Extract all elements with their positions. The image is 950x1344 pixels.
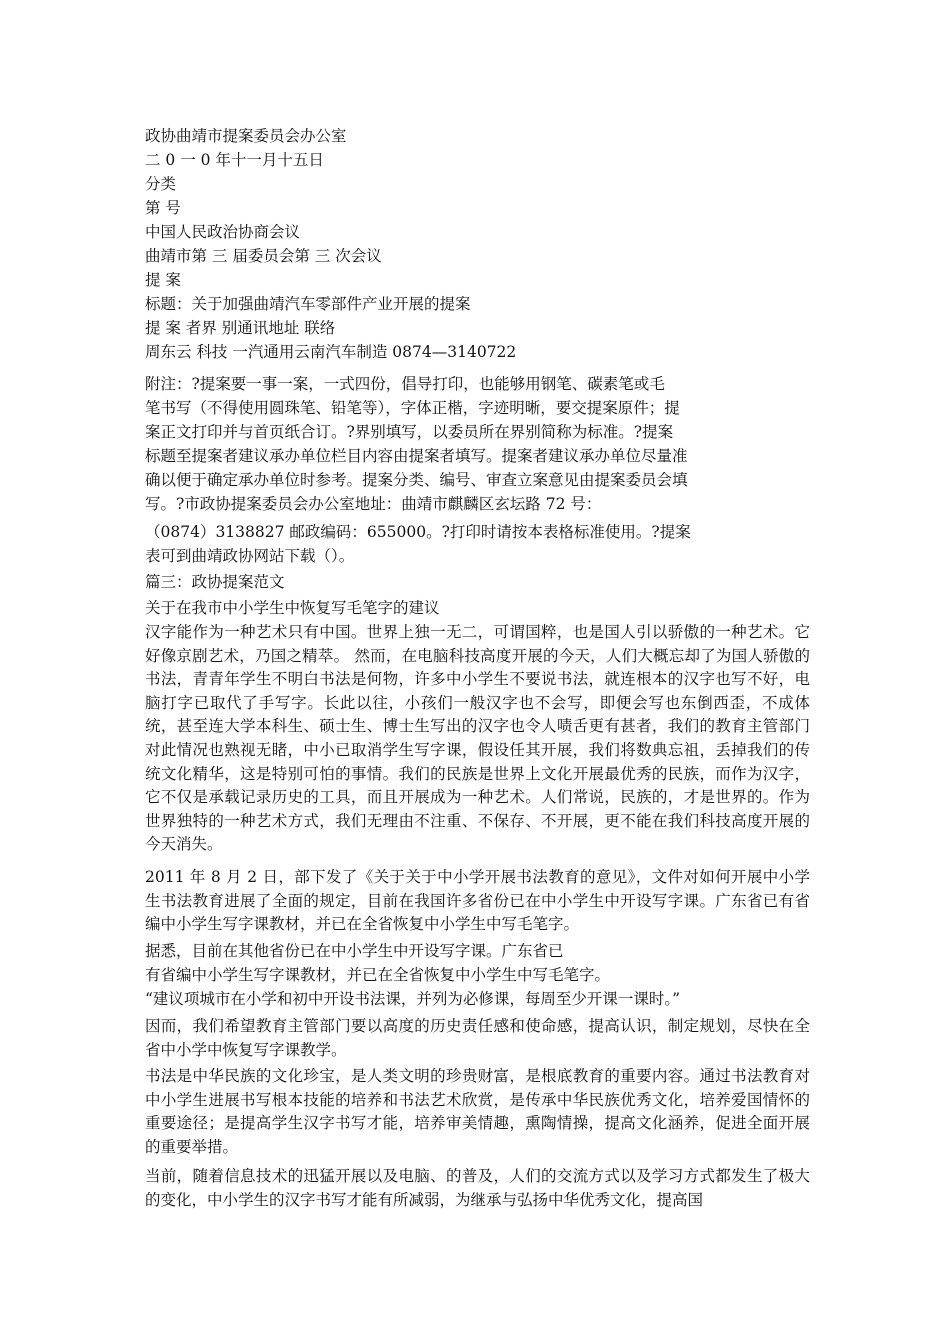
- proposer-columns-header: 提 案 者界 别通讯地址 联络: [145, 319, 336, 337]
- proposal-title-line: 标题：关于加强曲靖汽车零部件产业开展的提案: [145, 295, 471, 313]
- body-paragraph: 因而，我们希望教育主管部门要以高度的历史责任感和使命感，提高认识，制定规划，尽快在全省中小学中恢复写字课教学。: [145, 1017, 810, 1059]
- note-line-5: 确以便于确定承办单位时参考。提案分类、编号、审查立案意见由提案委员会填: [145, 471, 688, 489]
- section-heading: 篇三：政协提案范文: [145, 573, 285, 591]
- conference-name-line: 中国人民政治协商会议: [145, 223, 301, 241]
- date-line: 二 0 一 0 年十一月十五日: [145, 151, 324, 169]
- office-name-line: 政协曲靖市提案委员会办公室: [145, 127, 347, 145]
- note-line-7: （0874）3138827 邮政编码：655000。?打印时请按本表格标准使用。?提案: [145, 523, 691, 541]
- category-label: 分类: [145, 175, 177, 193]
- proposal-heading: 提 案: [145, 271, 181, 289]
- note-line-4: 标题至提案者建议承办单位栏目内容由提案者填写。提案者建议承办单位尽量准: [145, 447, 688, 465]
- note-line-1: 附注：?提案要一事一案，一式四份，倡导打印，也能够用钢笔、碳素笔或毛: [145, 375, 665, 393]
- body-paragraph: 据悉，目前在其他省份已在中小学生中开设写字课。广东省已: [145, 942, 564, 960]
- body-paragraph: 汉字能作为一种艺术只有中国。世界上独一无二，可谓国粹，也是国人引以骄傲的一种艺术。它好像京剧艺术，乃国之精萃。 然而，在电脑科技高度开展的今天，人们大概忘却了为国人骄傲的书法，青青年学生不明白书法是何物，许多中小学生不要说书法，就连根本的汉字也写不好，电脑打字已取代了手写字。长此以往，小孩们一般汉字也不会写，即便会写也东倒西歪，不成体统，甚至连大学本科生、硕士生、博士生写出的汉字也令人啧舌更有甚者，我们的教育主管部门对此情况也熟视无睹，中小已取消学生写字课，假设任其开展，我们将数典忘祖，丢掉我们的传统文化精华，这是特别可怕的事情。我们的民族是世界上文化开展最优秀的民族，而作为汉字，它不仅是承载记录历史的工具，而且开展成为一种艺术。人们常说，民族的，才是世界的。作为世界独特的一种艺术方式，我们无理由不注重、不保存、不开展，更不能在我们科技高度开展的今天消失。: [145, 623, 810, 854]
- body-paragraph: “建议项城市在小学和初中开设书法课，并列为必修课，每周至少开课一课时。”: [145, 990, 681, 1008]
- session-line: 曲靖市第 三 届委员会第 三 次会议: [145, 247, 382, 265]
- number-label: 第 号: [145, 199, 181, 217]
- body-paragraph: 2011 年 8 月 2 日，部下发了《关于关于中小学开展书法教育的意见》，文件对如何开展中小学生书法教育进展了全面的规定，目前在我国许多省份已在中小学生中开设写字课。广东省已有省编中小学生写字课教材，并已在全省恢复中小学生中写毛笔字。: [145, 868, 810, 934]
- note-line-8: 表可到曲靖政协网站下载（）。: [145, 547, 355, 565]
- body-paragraph: 当前，随着信息技术的迅猛开展以及电脑、的普及，人们的交流方式以及学习方式都发生了极大的变化，中小学生的汉字书写才能有所减弱，为继承与弘扬中华优秀文化，提高国: [145, 1167, 810, 1209]
- note-line-6: 写。?市政协提案委员会办公室地址：曲靖市麒麟区玄坛路 72 号：: [145, 495, 602, 513]
- proposer-info-row: 周东云 科技 一汽通用云南汽车制造 0874—3140722: [145, 343, 517, 361]
- body-paragraph: 书法是中华民族的文化珍宝，是人类文明的珍贵财富，是根底教育的重要内容。通过书法教育对中小学生进展书写根本技能的培养和书法艺术欣赏，是传承中华民族优秀文化，培养爱国情怀的重要途径；是提高学生汉字书写才能，培养审美情趣，熏陶情操，提高文化涵养，促进全面开展的重要举措。: [145, 1067, 810, 1156]
- note-line-2: 笔书写（不得使用圆珠笔、铅笔等），字体正楷，字迹明晰，要交提案原件；提: [145, 399, 680, 417]
- article-title: 关于在我市中小学生中恢复写毛笔字的建议: [145, 599, 440, 617]
- body-paragraph: 有省编中小学生写字课教材，并已在全省恢复中小学生中写毛笔字。: [145, 966, 611, 984]
- note-line-3: 案正文打印并与首页纸合订。?界别填写，以委员所在界别简称为标准。?提案: [145, 423, 674, 441]
